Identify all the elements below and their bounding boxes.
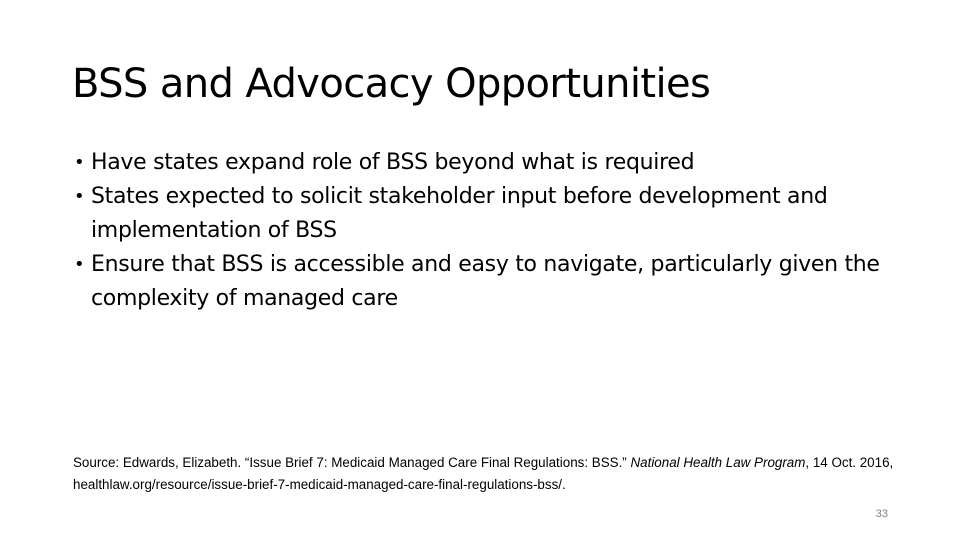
bullet-marker: • [74, 186, 85, 207]
source-citation [73, 452, 898, 496]
source-suffix: , 14 Oct. 2016, healthlaw.org/resource/issue-brief-7-medicaid-managed-care-final-regulations-bss/. [73, 455, 894, 492]
page-number: 33 [875, 508, 888, 520]
slide-title: BSS and Advocacy Opportunities [72, 61, 711, 107]
bullet-item [74, 180, 894, 248]
bullet-marker: • [74, 152, 85, 173]
source-prefix: Source: Edwards, Elizabeth. “Issue Brief 7: Medicaid Managed Care Final Regulations: BSS.” [73, 455, 631, 470]
bullet-item [74, 146, 894, 180]
bullet-text: Ensure that BSS is accessible and easy to navigate, particularly given the complexity of managed care [91, 252, 880, 311]
bullet-text: Have states expand role of BSS beyond what is required [91, 150, 695, 175]
bullet-marker: • [74, 254, 85, 275]
bullet-item [74, 248, 894, 316]
source-publication: National Health Law Program [630, 455, 806, 470]
bullet-list [74, 146, 894, 316]
bullet-text: States expected to solicit stakeholder input before development and implementation of BSS [91, 184, 828, 243]
